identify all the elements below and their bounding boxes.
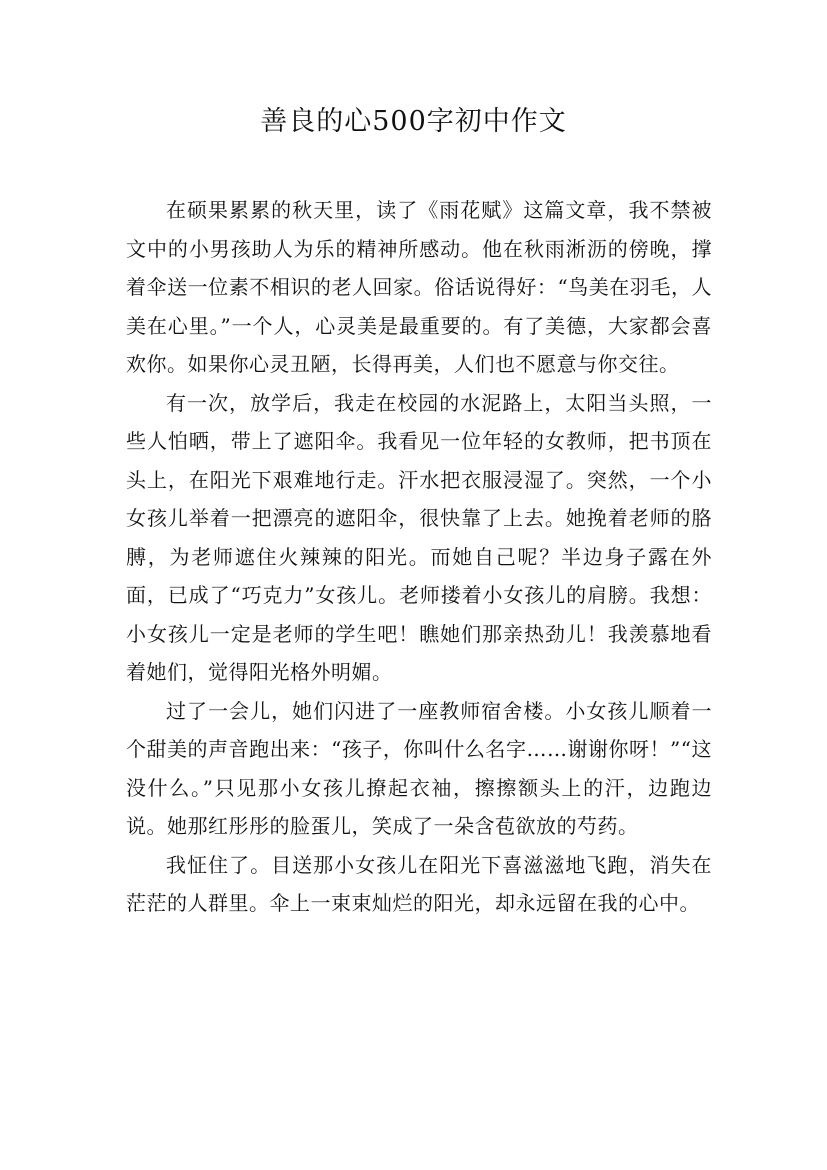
- essay-body: [126, 191, 712, 923]
- paragraph-1: 在硕果累累的秋天里，读了《雨花赋》这篇文章，我不禁被文中的小男孩助人为乐的精神所感动。他在秋雨淅沥的傍晚，撑着伞送一位素不相识的老人回家。俗话说得好：“鸟美在羽毛，人美在心里。”一个人，心灵美是最重要的。有了美德，大家都会喜欢你。如果你心灵丑陋，长得再美，人们也不愿意与你交往。: [126, 198, 712, 376]
- paragraph-4: 我怔住了。目送那小女孩儿在阳光下喜滋滋地飞跑，消失在茫茫的人群里。伞上一束束灿烂的阳光，却永远留在我的心中。: [126, 852, 712, 915]
- paragraph-3: 过了一会儿，她们闪进了一座教师宿舍楼。小女孩儿顺着一个甜美的声音跑出来：“孩子，你叫什么名字……谢谢你呀！”“这没什么。”只见那小女孩儿撩起衣袖，擦擦额头上的汗，边跑边说。她那红彤彤的脸蛋儿，笑成了一朵含苞欲放的芍药。: [126, 698, 712, 838]
- paragraph-2: 有一次，放学后，我走在校园的水泥路上，太阳当头照，一些人怕晒，带上了遮阳伞。我看见一位年轻的女教师，把书顶在头上，在阳光下艰难地行走。汗水把衣服浸湿了。突然，一个小女孩儿举着一把漂亮的遮阳伞，很快靠了上去。她挽着老师的胳膊，为老师遮住火辣辣的阳光。而她自己呢？半边身子露在外面，已成了“巧克力”女孩儿。老师搂着小女孩儿的肩膀。我想：小女孩儿一定是老师的学生吧！瞧她们那亲热劲儿！我羡慕地看着她们，觉得阳光格外明媚。: [126, 390, 712, 684]
- document-title: 善良的心500字初中作文: [260, 106, 567, 137]
